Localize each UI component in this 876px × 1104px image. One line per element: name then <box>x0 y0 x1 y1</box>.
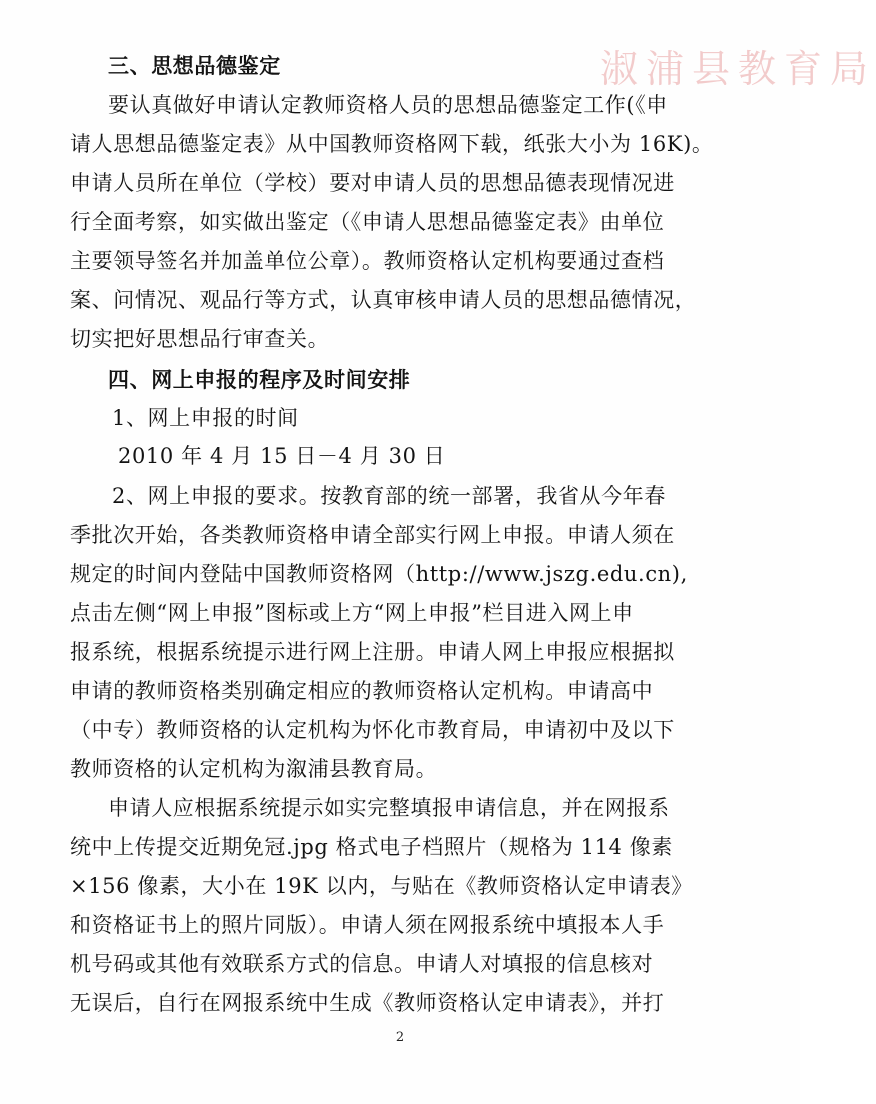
paragraph-line: 机号码或其他有效联系方式的信息。申请人对填报的信息核对 <box>70 952 654 976</box>
paragraph-line: 申请人应根据系统提示如实完整填报申请信息，并在网报系 <box>108 796 670 820</box>
paragraph-line: 行全面考察，如实做出鉴定（《申请人思想品德鉴定表》由单位 <box>70 210 665 234</box>
paragraph-line: 切实把好思想品行审查关。 <box>70 327 330 351</box>
paragraph-line: ×156 像素，大小在 19K 以内，与贴在《教师资格认定申请表》 <box>70 874 693 898</box>
page-number: 2 <box>395 1030 405 1045</box>
date-range-line: 2010 年 4 月 15 日－4 月 30 日 <box>118 444 446 468</box>
paragraph-line: 统中上传提交近期免冠.jpg 格式电子档照片（规格为 114 像素 <box>70 835 673 859</box>
paragraph-line: 季批次开始，各类教师资格申请全部实行网上申报。申请人须在 <box>70 523 675 547</box>
paragraph-line: （中专）教师资格的认定机构为怀化市教育局，申请初中及以下 <box>70 718 675 742</box>
paragraph-line: 申请的教师资格类别确定相应的教师资格认定机构。申请高中 <box>70 679 654 703</box>
section-heading-4: 四、网上申报的程序及时间安排 <box>108 368 411 392</box>
paragraph-line: 申请人员所在单位（学校）要对申请人员的思想品德表现情况进 <box>70 171 675 195</box>
paragraph-line: 主要领导签名并加盖单位公章）。教师资格认定机构要通过查档 <box>70 249 665 273</box>
bleed-through-seal: 淑浦县教育局 <box>600 47 876 91</box>
subheading-line: 1、网上申报的时间 <box>112 406 299 430</box>
paragraph-line: 2、网上申报的要求。按教育部的统一部署，我省从今年春 <box>112 484 666 508</box>
paragraph-line: 案、问情况、观品行等方式，认真审核申请人员的思想品德情况， <box>70 288 697 312</box>
paragraph-line: 要认真做好申请认定教师资格人员的思想品德鉴定工作(《申 <box>108 93 668 117</box>
paragraph-line: 请人思想品德鉴定表》从中国教师资格网下载，纸张大小为 16K)。 <box>70 132 714 156</box>
paragraph-line: 点击左侧“网上申报”图标或上方“网上申报”栏目进入网上申 <box>70 601 634 625</box>
paragraph-line: 报系统，根据系统提示进行网上注册。申请人网上申报应根据拟 <box>70 640 675 664</box>
paragraph-line: 和资格证书上的照片同版）。申请人须在网报系统中填报本人手 <box>70 913 665 937</box>
paragraph-line: 规定的时间内登陆中国教师资格网（http://www.jszg.edu.cn), <box>70 562 688 586</box>
section-heading-3: 三、思想品德鉴定 <box>108 54 281 78</box>
paragraph-line: 教师资格的认定机构为溆浦县教育局。 <box>70 757 438 781</box>
paragraph-line: 无误后，自行在网报系统中生成《教师资格认定申请表》，并打 <box>70 991 665 1015</box>
